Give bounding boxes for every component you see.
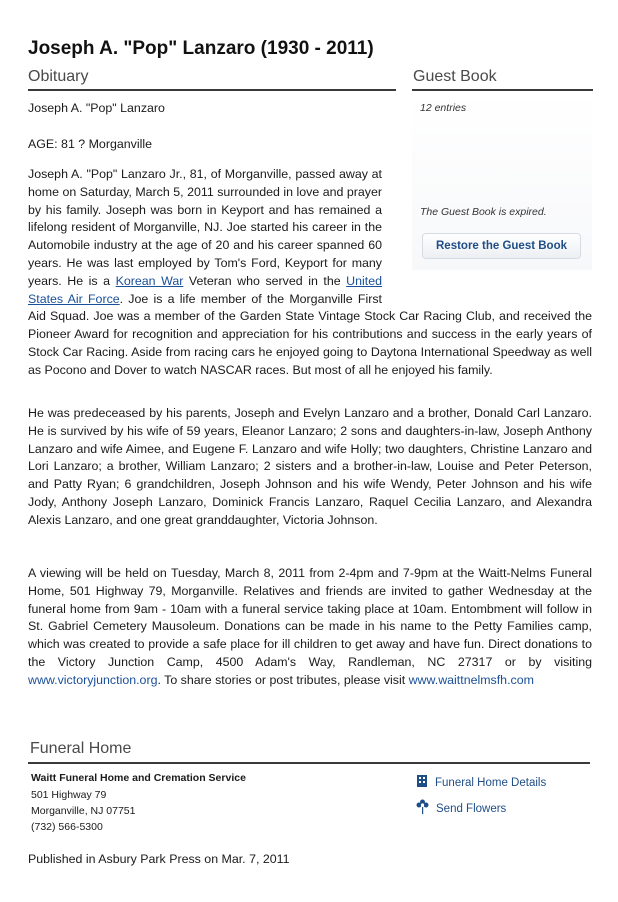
- korean-war-link[interactable]: Korean War: [115, 273, 184, 288]
- restore-guestbook-button[interactable]: Restore the Guest Book: [422, 233, 581, 259]
- obituary-rule: [28, 89, 396, 91]
- funeral-home-phone: (732) 566-5300: [31, 821, 103, 833]
- obituary-heading: Obituary: [28, 68, 89, 85]
- obituary-text: Veteran who served in the: [183, 273, 347, 288]
- funeral-home-details-label: Funeral Home Details: [435, 776, 547, 789]
- guestbook-float-spacer: [382, 166, 592, 308]
- guestbook-heading: Guest Book: [413, 68, 497, 85]
- obituary-paragraph-2: He was predeceased by his parents, Joseph and Evelyn Lanzaro and a brother, Donald Carl Lanzaro. He is survived by his wife of 59 years, Eleanor Lanzaro; 2 sons and daughters-in-law, Joseph Anthony Lanzaro and wife Aimee, and Eugene F. Lanzaro and wife Holly; two daughters, Christine Lanzaro and Lori Lanzaro; a brother, William Lanzaro; 2 sisters and a brother-in-law, Louise and Peter Peterson, and Patty Ryan; 6 grandchildren, Joseph Johnson and his wife Wendy, Peter Johnson and his wife Jody, Anthony Joseph Lanzaro, Dominick Francis Lanzaro, Raquel Cecilia Lanzaro, and Alexandra Alexis Lanzaro, and one great granddaughter, Victoria Johnson.: [28, 406, 592, 527]
- send-flowers-link[interactable]: [416, 799, 506, 818]
- obituary-text: A viewing will be held on Tuesday, March 8, 2011 from 2-4pm and 7-9pm at the Waitt-Nelms Funeral Home, 501 Highway 79, Morganville. Relatives and friends are invited to gather Wednesday at the funeral home from 9am - 10am with a funeral service taking place at 10am. Entombment will follow in St. Gabriel Cemetery Mausoleum. Donations can be made in his name to the Petty Families camp, which was created to provide a safe place for ill children to get away and have fun. Direct donations to the Victory Junction Camp, 4500 Adam's Way, Randleman, NC 27317 or by visiting: [28, 566, 592, 669]
- obituary-paragraph-3: [28, 565, 592, 690]
- funeral-home-name: Waitt Funeral Home and Cremation Service: [31, 772, 246, 784]
- guestbook-rule: [412, 89, 593, 91]
- obituary-text: Joseph A. "Pop" Lanzaro Jr., 81, of Morganville, passed away at home on Saturday, March 5, 2011 surrounded in love and prayer by his family. Joseph was born in Keyport and has remained a lifelong resident of Morganville, NJ. Joe started his career in the Automobile industry at the age of 20 and his career spanned 60 years. He was last employed by Tom's Ford, Keyport for many years. He is a: [28, 167, 382, 288]
- send-flowers-label: Send Flowers: [436, 802, 507, 815]
- published-note: Published in Asbury Park Press on Mar. 7, 2011: [28, 852, 290, 866]
- funeral-home-street: 501 Highway 79: [31, 789, 107, 801]
- guestbook-entries: 12 entries: [420, 102, 467, 114]
- building-icon: [416, 774, 428, 791]
- funeral-home-heading: Funeral Home: [30, 740, 132, 757]
- funeral-home-city: Morganville, NJ 07751: [31, 805, 136, 817]
- victory-junction-link[interactable]: www.victoryjunction.org: [28, 672, 158, 687]
- waitt-nelms-link[interactable]: www.waittnelmsfh.com: [408, 672, 534, 687]
- obituary-paragraph-1: [28, 166, 592, 380]
- guestbook-expired-notice: The Guest Book is expired.: [420, 206, 547, 218]
- obituary-text: . To share stories or post tributes, please visit: [157, 672, 409, 687]
- funeral-home-rule: [28, 762, 590, 764]
- funeral-home-details-link[interactable]: [416, 774, 546, 791]
- obituary-text: . Joe is a life member of the Morganville First Aid Squad. Joe was a member of the Garden State Vintage Stock Car Racing Club, and received the Pioneer Award for recognition and appreciation for his contributions and success in the early years of Stock Car Racing. Aside from racing cars he enjoyed going to Daytona International Speedway as well as Pocono and Dover to watch NASCAR races. But most of all he enjoyed his family.: [28, 291, 592, 377]
- air-force-link[interactable]: United States Air Force: [28, 273, 382, 306]
- flower-icon: [416, 799, 429, 818]
- obituary-age-line: AGE: 81 ? Morganville: [28, 137, 152, 151]
- obituary-name-line: Joseph A. "Pop" Lanzaro: [28, 101, 165, 115]
- page-title: Joseph A. "Pop" Lanzaro (1930 - 2011): [28, 38, 374, 59]
